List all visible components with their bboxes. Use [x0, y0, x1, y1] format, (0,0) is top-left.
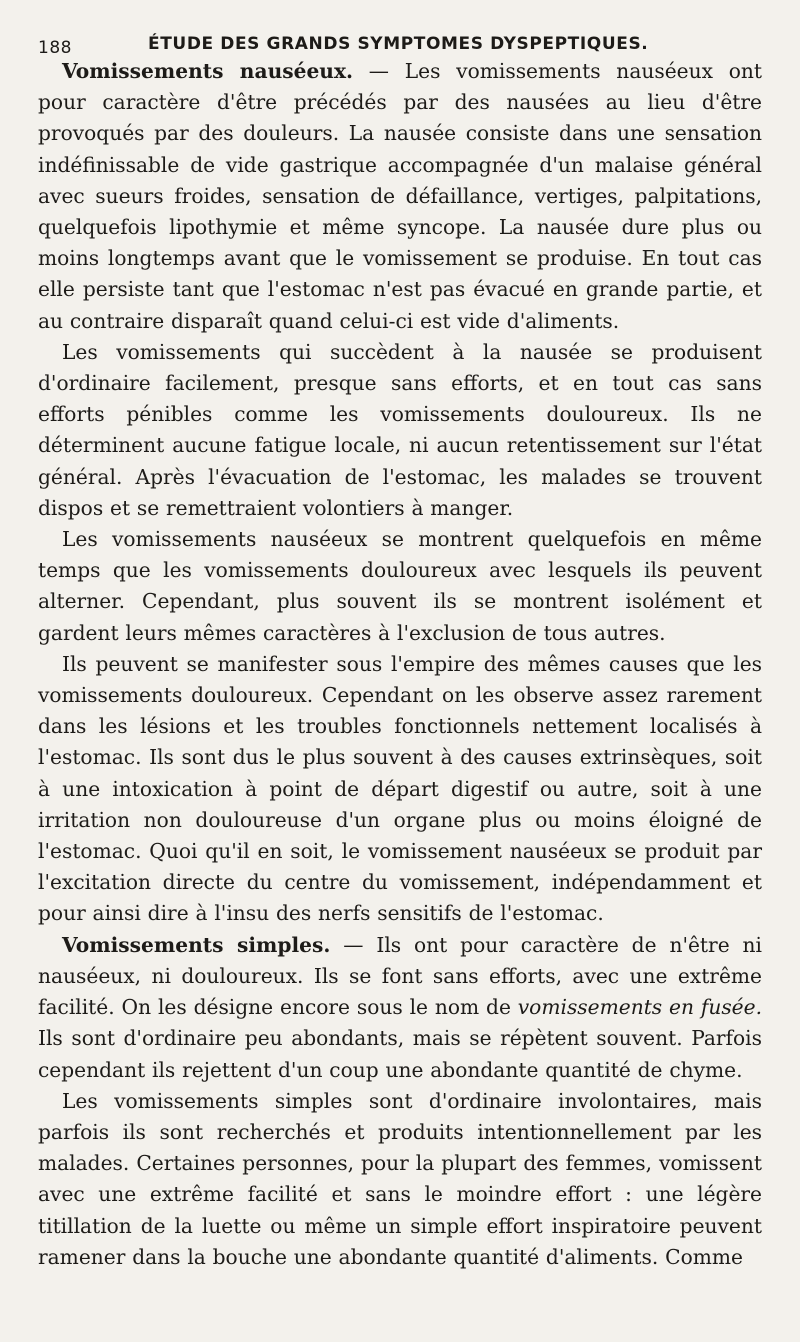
- running-head: [38, 18, 762, 58]
- running-title: ÉTUDE DES GRANDS SYMPTOMES DYSPEPTIQUES.: [148, 34, 649, 54]
- paragraph: [38, 649, 762, 930]
- paragraph-text: Ils peuvent se manifester sous l'empire des mêmes causes que les vomissements douloureux. Cependant on les observe assez rarement dans les lésions et les troubles fonctionnels nettement localisés à l'estomac. Ils sont dus le plus souvent à des causes extrinsèques, soit à une intoxication à point de départ digestif ou autre, soit à une irritation non douloureuse d'un organe plus ou moins éloigné de l'estomac. Quoi qu'il en soit, le vomissement nauséeux se produit par l'excitation directe du centre du vomissement, indépendamment et pour ainsi dire à l'insu des nerfs sensitifs de l'estomac.: [38, 651, 762, 926]
- paragraph: [38, 524, 762, 649]
- paragraph-text: — Les vomissements nauséeux ont pour caractère d'être précédés par des nausées au lieu d'être provoqués par des douleurs. La nausée consiste dans une sensation indéfinissable de vide gastrique accompagnée d'un malaise général avec sueurs froides, sensation de défaillance, vertiges, palpitations, quelquefois lipothymie et même syncope. La nausée dure plus ou moins longtemps avant que le vomissement se produise. En tout cas elle persiste tant que l'estomac n'est pas évacué en grande partie, et au contraire disparaît quand celui-ci est vide d'aliments.: [38, 59, 763, 333]
- paragraph-text: Les vomissements qui succèdent à la nausée se produisent d'ordinaire facilement, presque sans efforts, et en tout cas sans efforts pénibles comme les vomissements douloureux. Ils ne déterminent aucune fatigue locale, ni aucun retentissement sur l'état général. Après l'évacuation de l'estomac, les malades se trouvent dispos et se remettraient volontiers à manger.: [38, 339, 762, 520]
- body-text: [38, 56, 762, 1273]
- paragraph-vomissements-nauseeux: [38, 56, 762, 337]
- section-heading: Vomissements simples.: [62, 932, 331, 957]
- section-heading: Vomissements nauséeux.: [62, 59, 354, 83]
- paragraph: [38, 1086, 762, 1273]
- paragraph-vomissements-simples: [38, 930, 762, 1086]
- paragraph-text: Ils sont d'ordinaire peu abondants, mais se répètent souvent. Parfois cependant ils rejettent d'un coup une abondante quantité de chyme.: [38, 1026, 762, 1082]
- paragraph-text: — Ils ont pour caractère de n'être ni nauséeux, ni douloureux. Ils se font sans efforts, avec une extrême facilité. On les désigne encore sous le nom de: [38, 932, 762, 1020]
- paragraph-text: Les vomissements simples sont d'ordinaire involontaires, mais parfois ils sont recherchés et produits intentionnellement par les malades. Certaines personnes, pour la plupart des femmes, vomissent avec une extrême facilité et sans le moindre effort : une légère titillation de la luette ou même un simple effort inspiratoire peuvent ramener dans la bouche une abondante quantité d'aliments. Comme: [38, 1088, 762, 1269]
- page-number: 188: [38, 38, 72, 58]
- paragraph: [38, 337, 762, 524]
- paragraph-text: Les vomissements nauséeux se montrent quelquefois en même temps que les vomissements douloureux avec lesquels ils peuvent alterner. Cependant, plus souvent ils se montrent isolément et gardent leurs mêmes caractères à l'exclusion de tous autres.: [38, 527, 762, 645]
- italic-term: vomissements en fusée.: [517, 995, 762, 1020]
